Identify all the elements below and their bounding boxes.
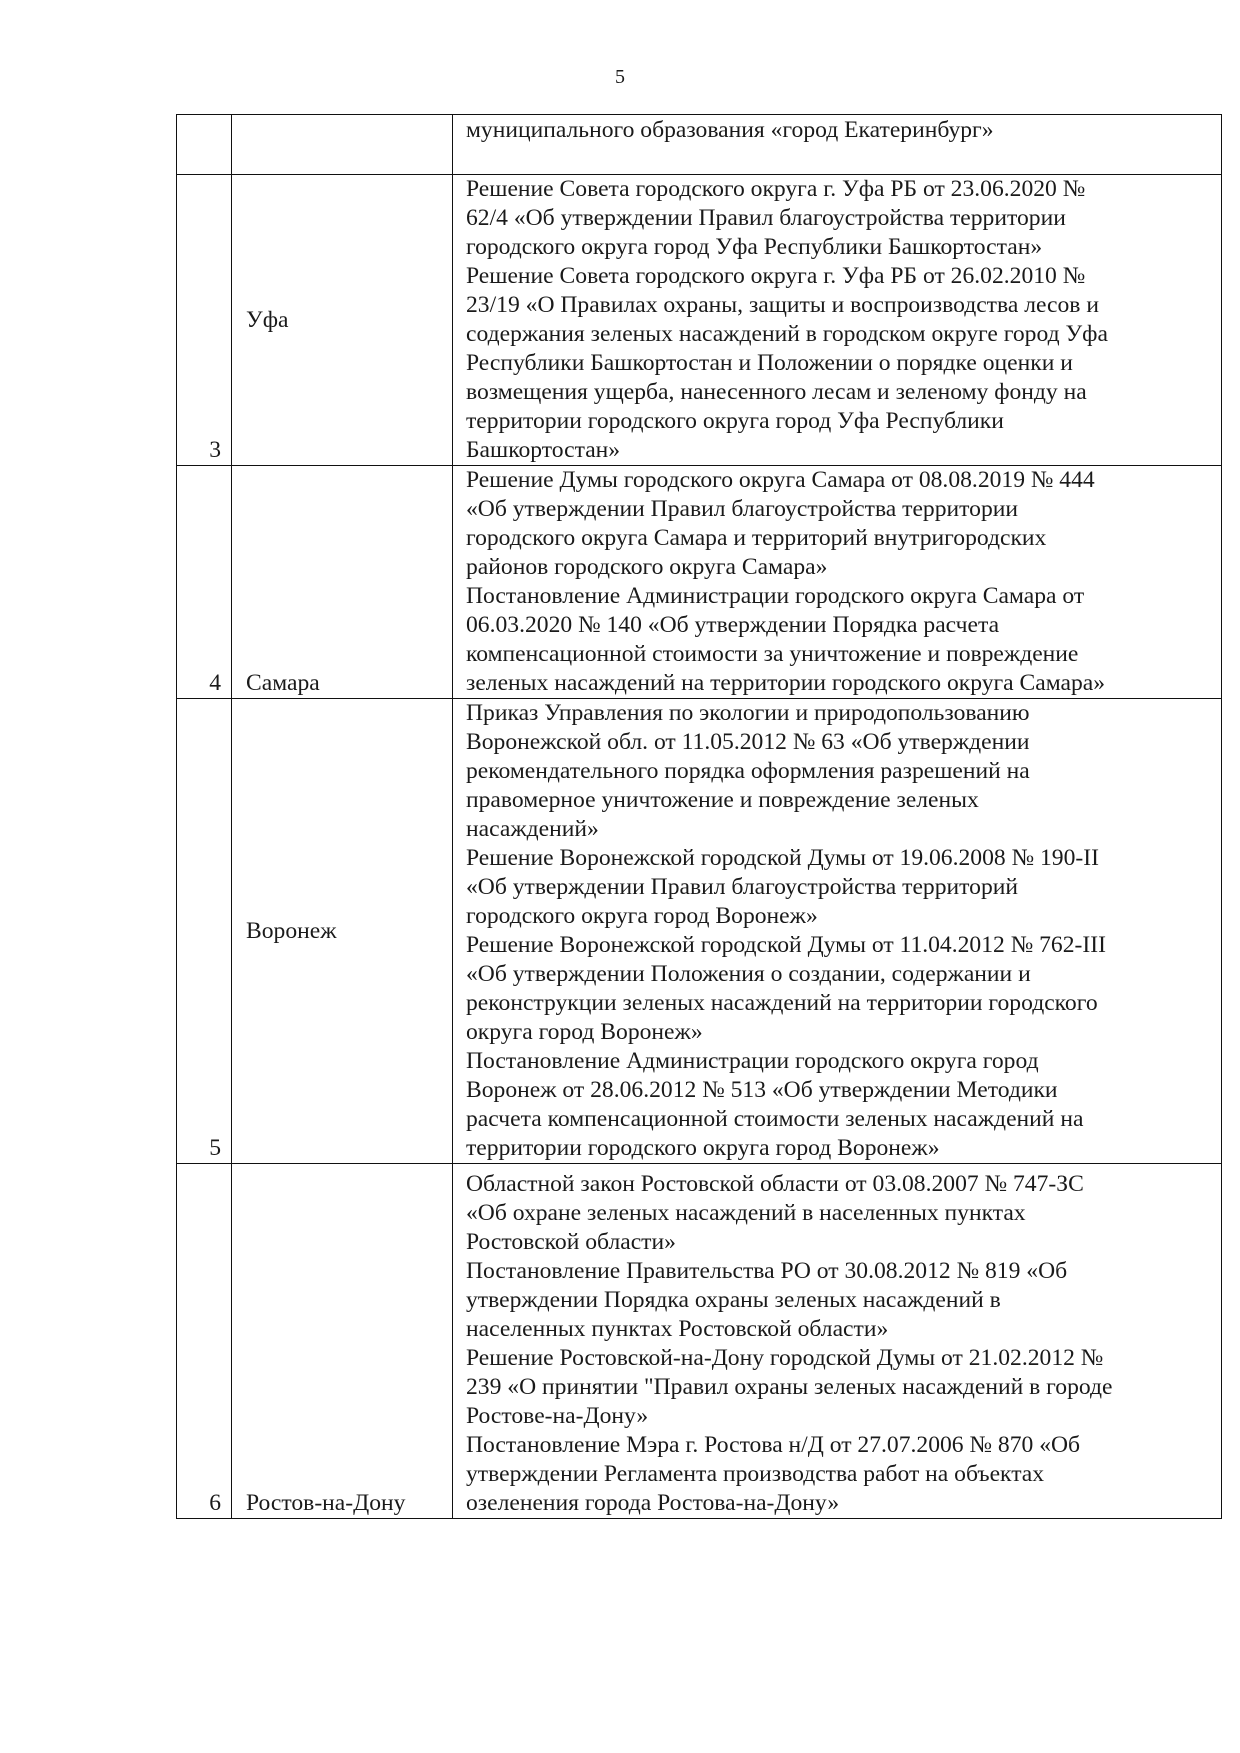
legal-act-line: Республики Башкортостан и Положении о порядке оценки и	[466, 350, 1073, 376]
row-number	[177, 115, 232, 175]
legal-act-line: Постановление Правительства РО от 30.08.2012 № 819 «Об	[466, 1258, 1068, 1284]
legal-act-line: 06.03.2020 № 140 «Об утверждении Порядка расчета	[466, 612, 1000, 638]
city-name: Ростов-на-Дону	[232, 1164, 453, 1519]
legal-act-line: городского округа город Уфа Республики Башкортостан»	[466, 234, 1043, 260]
legal-act-line: компенсационной стоимости за уничтожение и повреждение	[466, 641, 1079, 667]
legal-act-line: утверждении Регламента производства работ на объектах	[466, 1461, 1045, 1487]
table-row-rostov	[177, 1164, 1222, 1519]
legal-act-line: «Об утверждении Правил благоустройства территорий	[466, 874, 1018, 900]
legal-act-line: Башкортостан»	[466, 437, 621, 463]
legal-act-line: правомерное уничтожение и повреждение зеленых	[466, 787, 979, 813]
legal-act-line: Областной закон Ростовской области от 03.08.2007 № 747-ЗС	[466, 1171, 1084, 1197]
legal-act-line: населенных пунктах Ростовской области»	[466, 1316, 889, 1342]
legal-acts-cell	[453, 175, 1222, 466]
row-number: 3	[177, 175, 232, 466]
legal-act-line: территории городского округа город Уфа Республики	[466, 408, 1004, 434]
legal-act-line: районов городского округа Самара»	[466, 554, 828, 580]
page-number: 5	[615, 66, 625, 88]
table-row-samara	[177, 466, 1222, 699]
legal-act-line: утверждении Порядка охраны зеленых насаждений в	[466, 1287, 1001, 1313]
legal-act-line: Решение Думы городского округа Самара от 08.08.2019 № 444	[466, 467, 1095, 493]
legal-acts-cell	[453, 699, 1222, 1164]
legal-act-line: Решение Ростовской-на-Дону городской Думы от 21.02.2012 №	[466, 1345, 1104, 1371]
legal-act-line: Приказ Управления по экологии и природопользованию	[466, 700, 1030, 726]
legal-act-line: Воронежской обл. от 11.05.2012 № 63 «Об утверждении	[466, 729, 1030, 755]
legal-act-line: Воронеж от 28.06.2012 № 513 «Об утверждении Методики	[466, 1077, 1058, 1103]
table-row-continuation	[177, 115, 1222, 175]
legal-act-line: Решение Совета городского округа г. Уфа РБ от 23.06.2020 №	[466, 176, 1086, 202]
table-body	[177, 115, 1222, 1519]
legal-act-line: зеленых насаждений на территории городского округа Самара»	[466, 670, 1106, 696]
table-row-voronezh	[177, 699, 1222, 1164]
legal-act-line: «Об утверждении Положения о создании, содержании и	[466, 961, 1031, 987]
legal-act-line: рекомендательного порядка оформления разрешений на	[466, 758, 1030, 784]
legal-act-line: Постановление Мэра г. Ростова н/Д от 27.07.2006 № 870 «Об	[466, 1432, 1081, 1458]
city-name: Уфа	[232, 175, 453, 466]
legal-act-line: Постановление Администрации городского округа Самара от	[466, 583, 1085, 609]
legal-act-line: озеленения города Ростова-на-Дону»	[466, 1490, 840, 1516]
legal-act-line: реконструкции зеленых насаждений на территории городского	[466, 990, 1098, 1016]
legal-acts-cell	[453, 466, 1222, 699]
row-number: 4	[177, 466, 232, 699]
legal-act-line: округа город Воронеж»	[466, 1019, 703, 1045]
legal-act-line: городского округа город Воронеж»	[466, 903, 818, 929]
city-name: Воронеж	[232, 699, 453, 1164]
legal-act-line: содержания зеленых насаждений в городском округе город Уфа	[466, 321, 1108, 347]
legal-act-line: 239 «О принятии "Правил охраны зеленых насаждений в городе	[466, 1374, 1113, 1400]
table-row-ufa	[177, 175, 1222, 466]
legal-act-line: Решение Воронежской городской Думы от 19.06.2008 № 190-II	[466, 845, 1099, 871]
legal-acts-cell	[453, 115, 1222, 175]
legal-act-line: муниципального образования «город Екатеринбург»	[466, 117, 994, 143]
legal-act-line: Постановление Администрации городского округа город	[466, 1048, 1039, 1074]
regulations-table	[176, 114, 1222, 1519]
legal-act-line: городского округа Самара и территорий внутригородских	[466, 525, 1047, 551]
legal-act-line: Ростове-на-Дону»	[466, 1403, 649, 1429]
row-number: 5	[177, 699, 232, 1164]
row-number: 6	[177, 1164, 232, 1519]
city-name	[232, 115, 453, 175]
city-name: Самара	[232, 466, 453, 699]
legal-act-line: Решение Воронежской городской Думы от 11.04.2012 № 762-III	[466, 932, 1106, 958]
legal-act-line: насаждений»	[466, 816, 599, 842]
legal-acts-cell	[453, 1164, 1222, 1519]
legal-act-line: расчета компенсационной стоимости зеленых насаждений на	[466, 1106, 1084, 1132]
legal-act-line: Ростовской области»	[466, 1229, 676, 1255]
legal-act-line: Решение Совета городского округа г. Уфа РБ от 26.02.2010 №	[466, 263, 1086, 289]
legal-act-line: 23/19 «О Правилах охраны, защиты и воспроизводства лесов и	[466, 292, 1099, 318]
legal-act-line: «Об утверждении Правил благоустройства территории	[466, 496, 1018, 522]
legal-act-line: «Об охране зеленых насаждений в населенных пунктах	[466, 1200, 1026, 1226]
legal-act-line: территории городского округа город Воронеж»	[466, 1135, 940, 1161]
legal-act-line: возмещения ущерба, нанесенного лесам и зеленому фонду на	[466, 379, 1087, 405]
legal-act-line: 62/4 «Об утверждении Правил благоустройства территории	[466, 205, 1066, 231]
